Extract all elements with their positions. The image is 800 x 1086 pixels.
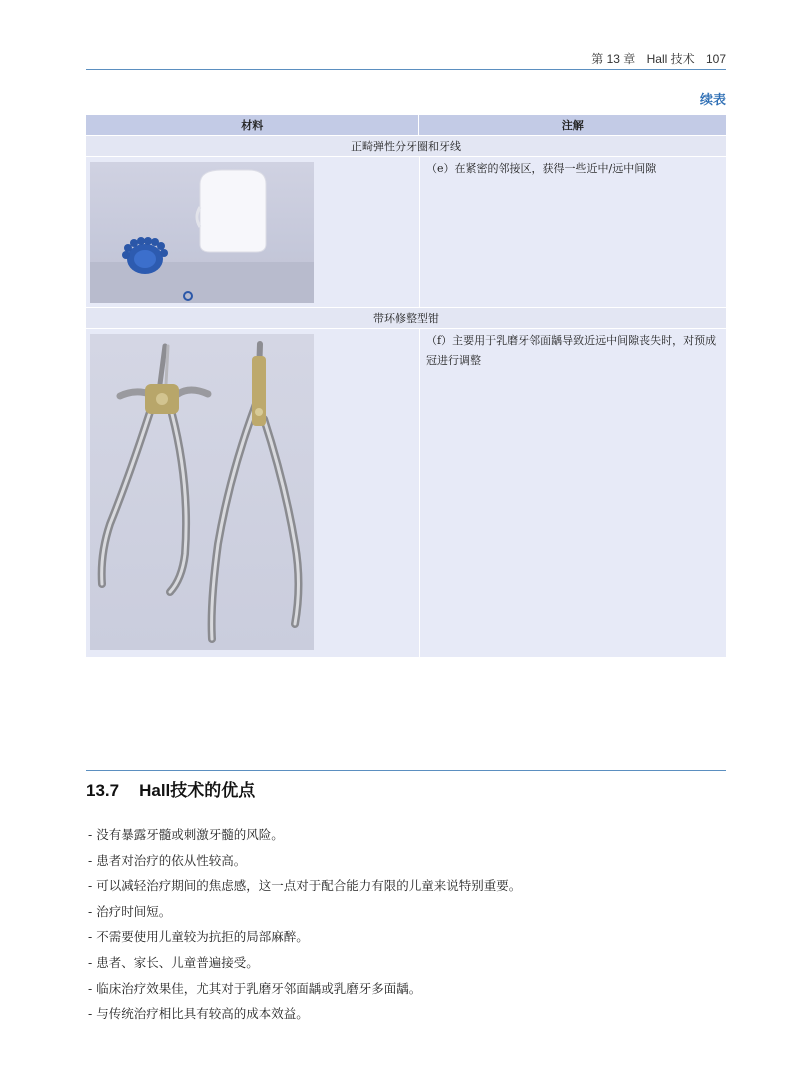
chapter-title: Hall 技术 xyxy=(646,52,695,66)
table-continued-label: 续表 xyxy=(699,92,726,107)
list-item: - 临床治疗效果佳，尤其对于乳磨牙邻面龋或乳磨牙多面龋。 xyxy=(88,980,422,996)
list-item: - 患者、家长、儿童普遍接受。 xyxy=(88,954,259,970)
section-heading xyxy=(86,776,255,801)
header-rule xyxy=(86,69,726,70)
pliers-illustration xyxy=(90,334,314,650)
section-number: 13.7 xyxy=(86,781,120,800)
materials-table xyxy=(86,115,726,657)
list-item: - 可以减轻治疗期间的焦虑感，这一点对于配合能力有限的儿童来说特别重要。 xyxy=(88,878,522,894)
chapter-number: 第 13 章 xyxy=(591,52,636,66)
section-rule xyxy=(86,770,726,771)
table-row xyxy=(86,156,726,307)
section-label-separators: 正畸弹性分牙圈和牙线 xyxy=(86,135,726,156)
separator-and-floss-photo xyxy=(90,162,314,303)
list-item: - 没有暴露牙髓或刺激牙髓的风险。 xyxy=(88,827,284,842)
note-band-pliers: （f）主要用于乳磨牙邻面龋导致近远中间隙丧失时，对预成冠进行调整 xyxy=(419,329,726,657)
list-item: - 治疗时间短。 xyxy=(88,903,172,919)
floss-container-illustration xyxy=(90,162,314,303)
list-item: - 不需要使用儿童较为抗拒的局部麻醉。 xyxy=(88,929,309,945)
advantages-list xyxy=(88,822,521,1027)
page-number: 107 xyxy=(705,52,726,66)
table-header-row xyxy=(86,115,726,135)
header-notes: 注解 xyxy=(418,115,726,135)
table-row xyxy=(86,328,726,657)
running-head xyxy=(583,50,726,67)
list-item: - 患者对治疗的依从性较高。 xyxy=(88,852,247,868)
band-contouring-pliers-photo xyxy=(90,334,314,650)
section-title: Hall技术的优点 xyxy=(139,781,256,800)
list-item: - 与传统治疗相比具有较高的成本效益。 xyxy=(88,1006,309,1022)
note-separators: （e）在紧密的邻接区，获得一些近中/远中间隙 xyxy=(419,157,726,307)
header-materials: 材料 xyxy=(241,120,264,132)
section-label-band-pliers: 带环修整型钳 xyxy=(86,307,726,328)
